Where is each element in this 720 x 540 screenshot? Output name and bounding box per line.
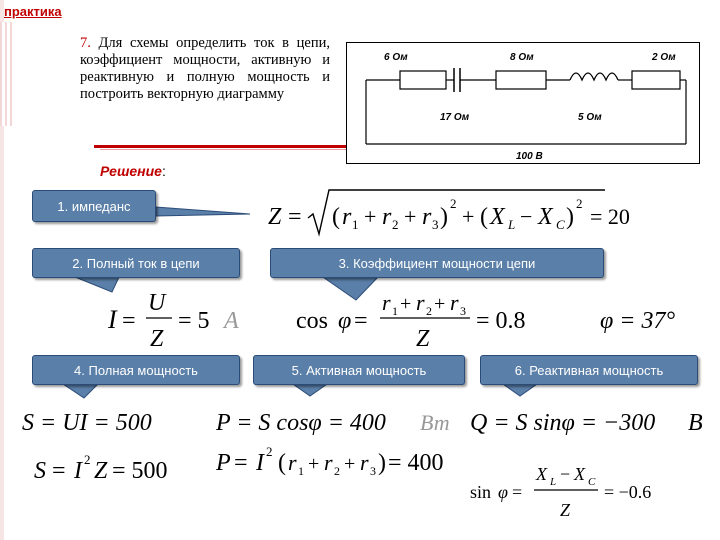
svg-text:r: r [450,290,459,315]
svg-text:I: I [256,450,264,476]
svg-text:): ) [440,204,448,230]
p-cos: P = S cosφ = 400 [216,410,386,436]
formula-impedance [268,188,668,240]
svg-text:Z: Z [94,458,108,484]
p-unit: Вт [420,410,450,435]
svg-text:Z: Z [560,500,571,520]
box-apparent-power: 4. Полная мощность [32,355,240,385]
task-number: 7. [80,35,91,51]
svg-text:): ) [566,204,574,230]
svg-text:2: 2 [450,196,457,211]
s-ui: S = UI = 500 [22,410,152,436]
svg-text:I: I [74,458,82,484]
svg-text:3: 3 [432,217,439,232]
svg-text:P: P [216,450,231,476]
svg-text:X: X [536,464,547,484]
svg-text:r: r [382,290,391,315]
svg-text:r: r [416,290,425,315]
current-unit: А [224,308,239,334]
solution-colon: : [161,163,166,179]
svg-text:1: 1 [298,464,304,478]
svg-text:+: + [308,453,320,475]
svg-text:1: 1 [392,304,398,318]
svg-text:r: r [342,204,352,230]
svg-text:−: − [560,464,571,484]
formula-apparent [22,398,222,498]
svg-text:3: 3 [370,464,376,478]
svg-text:2: 2 [576,196,583,211]
current-result: = 5 [178,308,210,334]
svg-text:=: = [52,458,66,484]
svg-text:3: 3 [460,304,466,318]
svg-text:r: r [324,450,333,475]
box-current: 2. Полный ток в цепи [32,248,240,278]
svg-text:+: + [434,293,446,315]
svg-text:r: r [382,204,392,230]
svg-text:(: ( [332,204,340,230]
svg-text:=: = [354,308,368,334]
svg-text:=: = [288,204,302,230]
svg-text:(: ( [480,204,488,230]
svg-text:Z: Z [268,204,282,230]
svg-text:I: I [108,305,117,334]
label-r2: 8 Ом [510,52,534,63]
svg-text:2: 2 [334,464,340,478]
box-active-power: 5. Активная мощность [253,355,465,385]
q-sin: Q = S sinφ = −300 [470,410,656,436]
formula-current [108,286,248,356]
solution-word: Решение [100,163,162,179]
svg-text:2: 2 [426,304,432,318]
svg-text:2: 2 [266,444,273,459]
svg-text:X: X [574,464,585,484]
svg-text:2: 2 [84,452,91,467]
sin-result: = −0.6 [604,482,652,502]
q-unit: В [688,410,703,436]
svg-text:X: X [490,204,505,230]
svg-text:+: + [400,293,412,315]
task-text: Для схемы определить ток в цепи, коэффициент мощности, активную и реактивную и полную мощность и построить векторную диаграмму [80,35,330,102]
svg-text:r: r [360,450,369,475]
svg-text:2: 2 [392,217,399,232]
svg-text:Z: Z [150,326,164,352]
s-i2z-result: = 500 [112,458,168,484]
svg-text:): ) [378,450,386,476]
svg-text:sin: sin [470,482,492,502]
svg-text:r: r [422,204,432,230]
svg-text:1: 1 [352,217,359,232]
formula-active [216,398,476,482]
phi-result: φ = 37° [600,308,676,334]
svg-text:=: = [122,308,136,334]
svg-text:r: r [288,450,297,475]
svg-text:X: X [538,204,553,230]
label-r1: 6 Ом [384,52,408,63]
svg-text:φ: φ [498,482,508,502]
svg-text:φ: φ [338,308,352,334]
svg-text:L: L [508,217,516,232]
cos-result: = 0.8 [476,308,526,334]
svg-text:cos: cos [296,308,328,334]
svg-text:C: C [588,476,596,488]
impedance-result: = 20 [590,204,630,229]
label-xc: 17 Ом [440,112,470,123]
label-r3: 2 Ом [652,52,676,63]
formula-reactive [470,398,710,528]
box-reactive-power: 6. Реактивная мощность [480,355,698,385]
svg-text:+: + [404,204,417,229]
svg-text:C: C [556,217,565,232]
box-power-factor: 3. Коэффициент мощности цепи [270,248,604,278]
svg-text:−: − [520,204,533,229]
svg-text:L: L [550,476,557,488]
svg-text:Z: Z [416,326,430,352]
svg-text:S: S [34,458,46,484]
formula-cosphi [296,286,696,356]
svg-text:+: + [462,204,475,229]
svg-text:+: + [364,204,377,229]
label-source: 100 В [516,151,543,162]
p-i2r-result: = 400 [388,450,444,476]
svg-text:(: ( [278,450,286,476]
svg-text:+: + [344,453,356,475]
svg-text:=: = [234,450,248,476]
box-impedance: 1. импеданс [32,190,156,222]
label-xl: 5 Ом [578,112,602,123]
svg-text:=: = [512,482,523,502]
section-tag: практика [4,4,62,19]
svg-text:U: U [148,290,166,316]
